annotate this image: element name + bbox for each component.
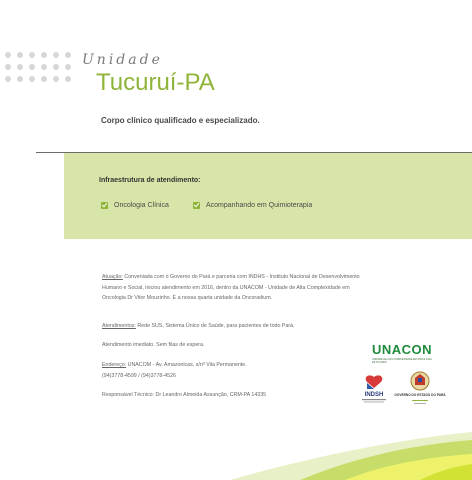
service-item (101, 202, 169, 209)
endereco-phone: (94)3778-4599 / (94)3778-4526 (102, 372, 176, 379)
service-label: Oncologia Clínica (114, 202, 169, 209)
gov-logo-text: GOVERNO DO ESTADO DO PARÁ (394, 393, 446, 397)
service-label: Acompanhando em Quimioterapia (206, 202, 313, 209)
infra-heading: Infraestrutura de atendimento: (99, 177, 201, 184)
check-icon (193, 202, 200, 209)
unit-script-label: Unidade (82, 52, 163, 68)
responsavel-paragraph: Responsável Técnico: Dr Leandro Almeida Assunção, CRM-PA 14335 (102, 392, 267, 398)
atendimentos-paragraph (102, 321, 364, 332)
atendimentos-label: Atendimentos: (102, 323, 136, 329)
imediato-paragraph: Atendimento imediato. Sem filas de espera. (102, 342, 205, 348)
unacon-logo: UNACON (372, 342, 433, 357)
about-text: Conveniada com o Governo do Pará e parceria com INDHS - Instituto Nacional de Desenvolvimento Humano e Social, iniciou atendimento em 2016, dentro da UNACOM - Unidade de Alta Complexidade em Oncologia Dr Vitor Mouzinho. É a nossa quarta unidade da Oncoradium. (102, 274, 360, 301)
atendimentos-text: Rede SUS, Sistema Único de Saúde, para pacientes de todo Pará. (135, 323, 295, 329)
service-item (193, 202, 312, 209)
endereco-label: Endereço: (102, 362, 127, 368)
infra-band (64, 153, 472, 239)
unacon-subtitle: UNIDADE DE ALTA COMPLEXIDADE EM ONCOLOGIA DE TUCURUÍ (372, 358, 432, 364)
check-icon (101, 202, 108, 209)
endereco-text: UNACOM - Av. Amazonicas, s/nº Vila Permanente. (126, 362, 247, 368)
indsh-logo-text: INDSH (364, 392, 384, 398)
about-paragraph (102, 272, 364, 304)
endereco-paragraph (102, 360, 364, 381)
about-label: Atuação: (102, 274, 123, 280)
page-title: Tucuruí-PA (96, 69, 215, 96)
page-subtitle: Corpo clínico qualificado e especializado. (101, 116, 260, 125)
decorative-swoosh (0, 400, 472, 480)
dot-grid-decoration (5, 52, 71, 82)
